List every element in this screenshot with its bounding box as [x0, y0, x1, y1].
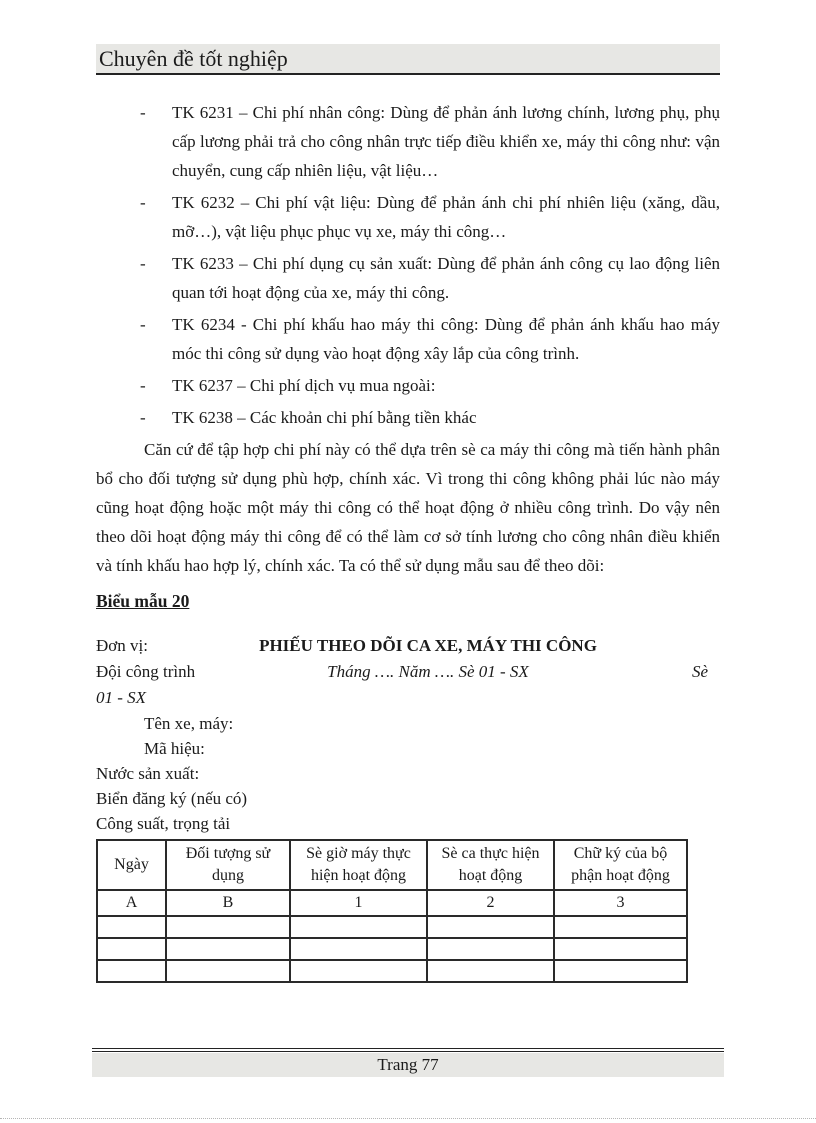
period-wrap-text: 01 - SX: [96, 688, 147, 707]
index-cell: B: [166, 890, 290, 916]
list-item-text: TK 6237 – Chi phí dịch vụ mua ngoài:: [172, 376, 436, 395]
bullet-dash: -: [140, 376, 146, 395]
form-period-line: [96, 659, 720, 685]
list-item: [96, 310, 720, 368]
form-title-line: [96, 633, 720, 659]
empty-cell: [97, 938, 166, 960]
empty-cell: [427, 960, 554, 982]
field-code: Mã hiệu:: [144, 739, 205, 758]
bullet-dash: -: [140, 103, 146, 122]
col-header-hours: Sè giờ máy thực hiện hoạt động: [290, 840, 427, 890]
account-list: [96, 98, 720, 432]
footer-band: [92, 1053, 724, 1077]
list-item-text: TK 6234 - Chi phí khấu hao máy thi công: Dùng để phản ánh khấu hao máy móc thi công sử dụng vào hoạt động xây lắp của công trình.: [172, 315, 720, 363]
page-content: [96, 98, 720, 983]
col-header-object: Đối tượng sử dụng: [166, 840, 290, 890]
empty-cell: [290, 916, 427, 938]
team-label: Đội công trình: [96, 662, 196, 681]
empty-cell: [290, 938, 427, 960]
field-country: Nước sản xuất:: [96, 764, 200, 783]
field-capacity: Công suất, trọng tải: [96, 814, 231, 833]
form-fields: [96, 711, 720, 836]
page-footer: [92, 1048, 724, 1077]
body-paragraph: Căn cứ để tập hợp chi phí này có thể dựa trên sè ca máy thi công mà tiến hành phân bổ cho đối tượng sử dụng phù hợp, chính xác. Vì trong thi công không phải lúc nào máy cũng hoạt động hoặc một máy thi công có thể hoạt động ở nhiều công trình. Do vậy nên theo dõi hoạt động máy thi công để có thể làm cơ sở tính lương cho công nhân điều khiển và tính khấu hao hợp lý, chính xác. Ta có thể sử dụng mẫu sau để theo dõi:: [96, 440, 720, 575]
empty-cell: [290, 960, 427, 982]
unit-label: Đơn vị:: [96, 636, 148, 655]
empty-cell: [97, 916, 166, 938]
list-item-text: TK 6232 – Chi phí vật liệu: Dùng để phản ánh chi phí nhiên liệu (xăng, dầu, mỡ…), vật liệu phục phục vụ xe, máy thi công…: [172, 193, 720, 241]
footer-divider: [92, 1048, 724, 1052]
index-cell: 2: [427, 890, 554, 916]
table-header-row: [97, 840, 687, 890]
table-row: [97, 960, 687, 982]
page-header: [96, 44, 720, 75]
list-item: [96, 371, 720, 400]
empty-cell: [97, 960, 166, 982]
empty-cell: [166, 916, 290, 938]
index-cell: A: [97, 890, 166, 916]
list-item-text: TK 6231 – Chi phí nhân công: Dùng để phản ánh lương chính, lương phụ, phụ cấp lương phải trả cho công nhân trực tiếp điều khiển xe, máy thi công như: vận chuyển, cung cấp nhiên liệu, vật liệu…: [172, 103, 720, 180]
table-row: [97, 916, 687, 938]
empty-cell: [554, 938, 687, 960]
list-item: [96, 188, 720, 246]
period-text: Tháng …. Năm …. Sè 01 - SX: [327, 662, 529, 681]
bullet-dash: -: [140, 254, 146, 273]
empty-cell: [554, 960, 687, 982]
col-header-shifts: Sè ca thực hiện hoạt động: [427, 840, 554, 890]
col-header-date: Ngày: [97, 840, 166, 890]
page-edge-divider: [0, 1118, 816, 1119]
period-right-text: Sè: [691, 662, 708, 681]
empty-cell: [554, 916, 687, 938]
col-header-signature: Chữ ký của bộ phận hoạt động: [554, 840, 687, 890]
page-header-title: Chuyên đề tốt nghiệp: [99, 46, 288, 71]
field-vehicle-name: Tên xe, máy:: [144, 714, 234, 733]
empty-cell: [166, 938, 290, 960]
form-heading: Biểu mẫu 20: [96, 591, 190, 611]
empty-cell: [427, 916, 554, 938]
page-number: Trang 77: [377, 1055, 439, 1074]
bullet-dash: -: [140, 193, 146, 212]
form-period-wrap-line: [96, 685, 720, 711]
list-item: [96, 403, 720, 432]
list-item-text: TK 6233 – Chi phí dụng cụ sản xuất: Dùng để phản ánh công cụ lao động liên quan tới hoạt động của xe, máy thi công.: [172, 254, 720, 302]
empty-cell: [427, 938, 554, 960]
form-title: PHIẾU THEO DÕI CA XE, MÁY THI CÔNG: [259, 636, 597, 655]
table-index-row: [97, 890, 687, 916]
list-item: [96, 249, 720, 307]
empty-cell: [166, 960, 290, 982]
list-item: [96, 98, 720, 185]
table-row: [97, 938, 687, 960]
field-plate: Biển đăng ký (nếu có): [96, 789, 248, 808]
tracking-table: [96, 839, 688, 983]
bullet-dash: -: [140, 315, 146, 334]
index-cell: 1: [290, 890, 427, 916]
index-cell: 3: [554, 890, 687, 916]
list-item-text: TK 6238 – Các khoản chi phí bằng tiền khác: [172, 408, 477, 427]
bullet-dash: -: [140, 408, 146, 427]
